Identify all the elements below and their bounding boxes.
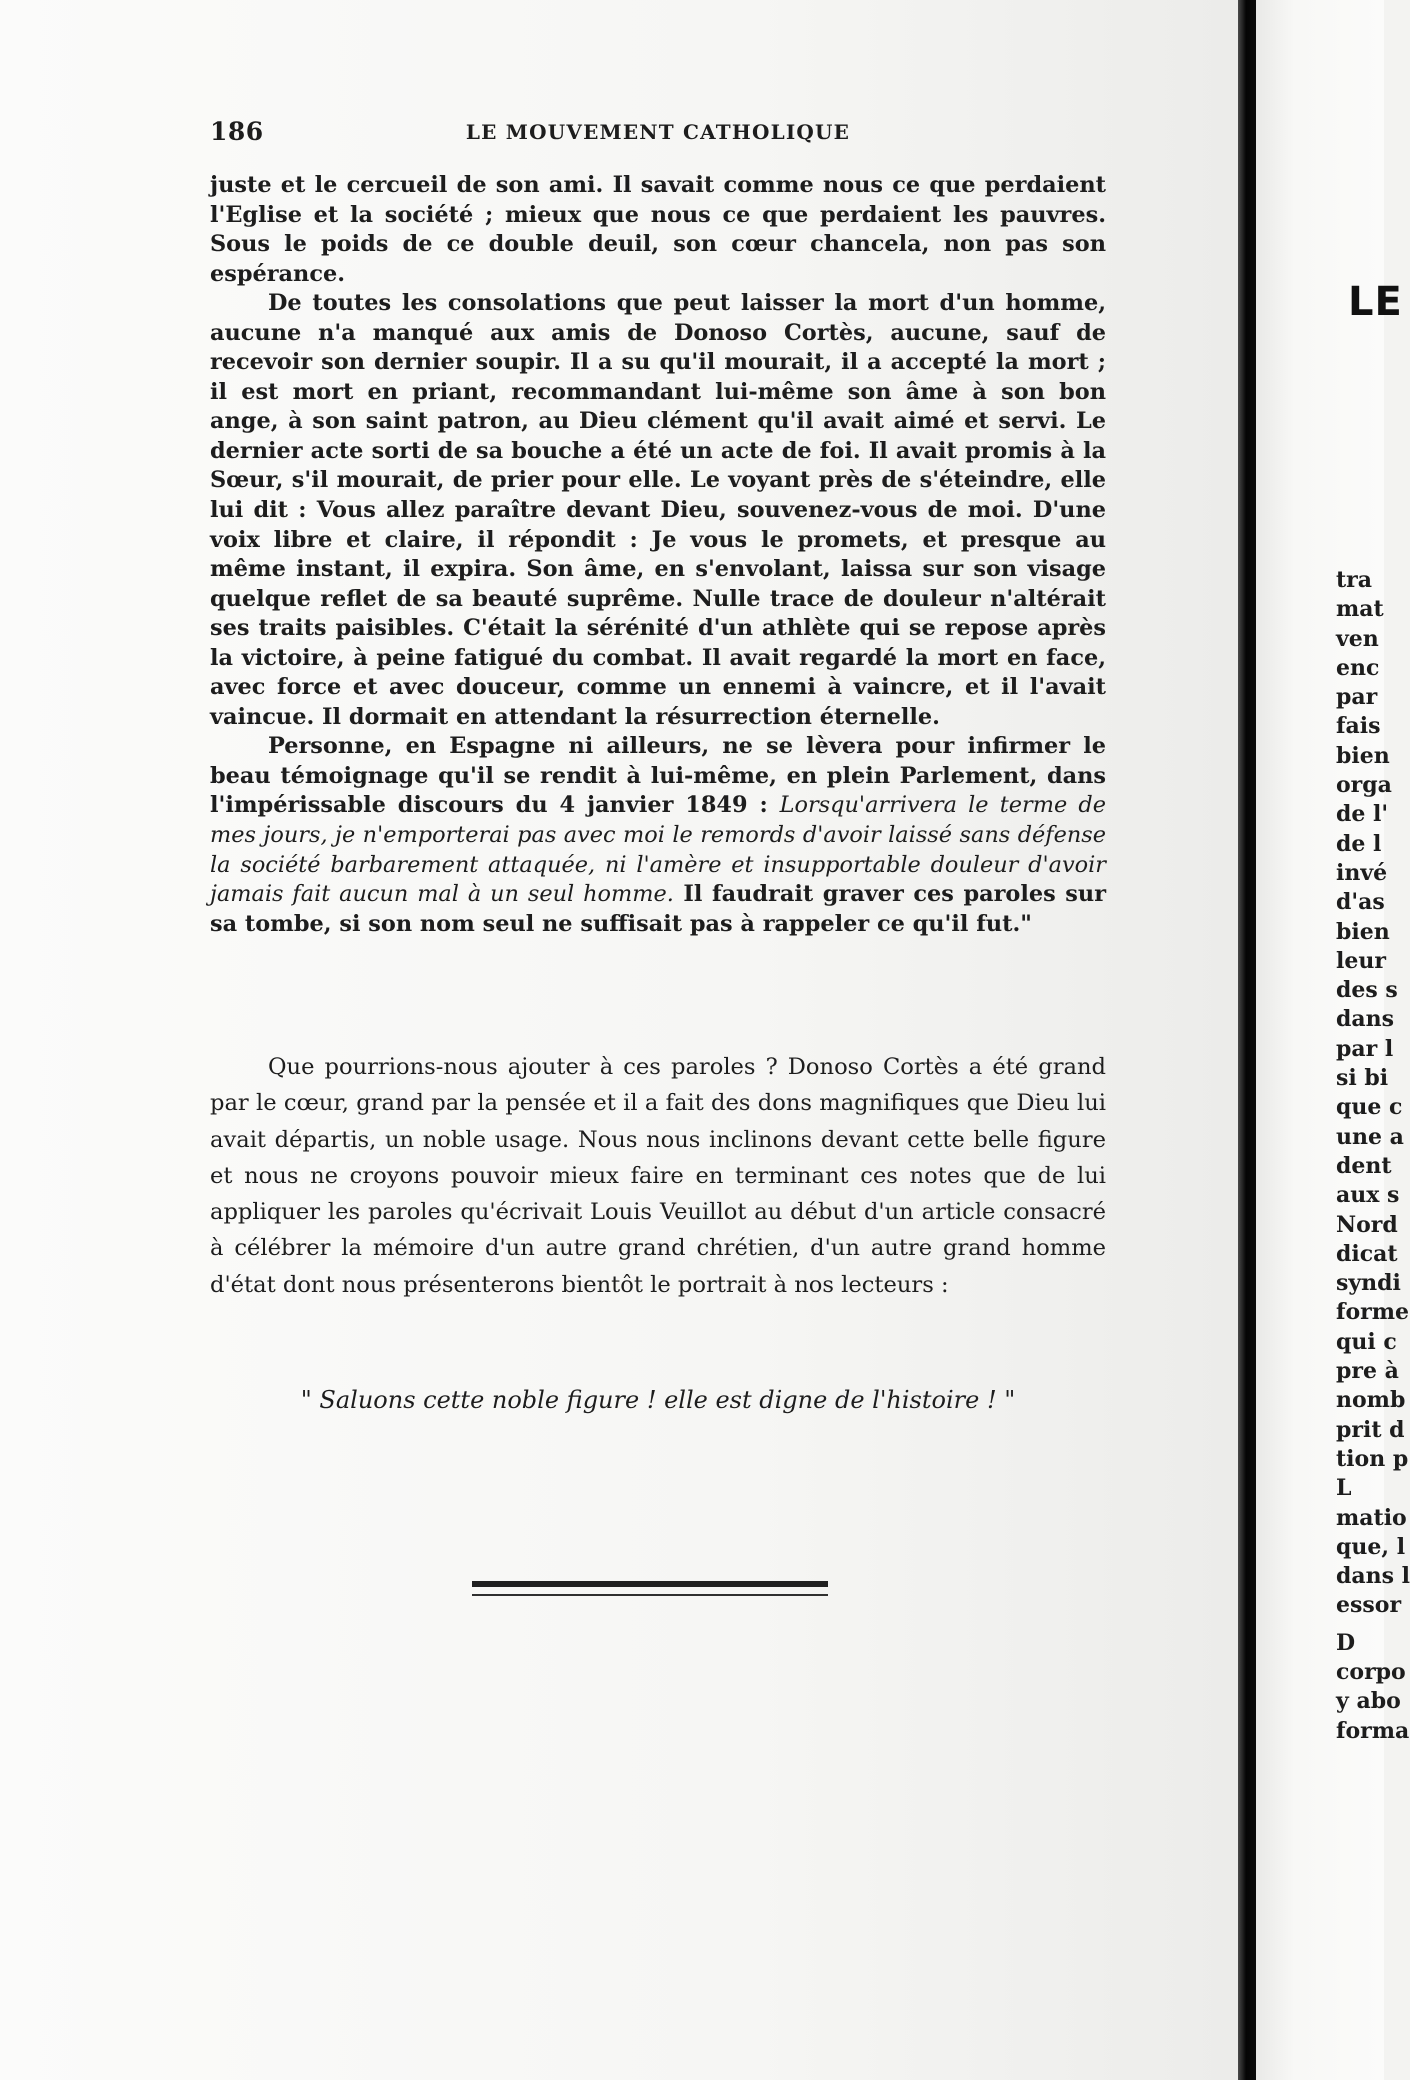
facing-page-line: qui c — [1336, 1328, 1397, 1355]
facing-page-line: aux s — [1336, 1182, 1400, 1209]
closing-text — [210, 1049, 1106, 1303]
facing-page-text — [1336, 566, 1410, 1746]
facing-page-line: des s — [1336, 977, 1398, 1004]
facing-page-line: de l — [1336, 830, 1382, 857]
facing-page-line: forma — [1336, 1717, 1410, 1744]
facing-page-line: leur — [1336, 947, 1386, 974]
facing-page-line: une a — [1336, 1123, 1404, 1150]
facing-page-line: prit d — [1336, 1416, 1405, 1443]
facing-page-line: si bi — [1336, 1065, 1389, 1092]
paragraph-4: Que pourrions-nous ajouter à ces paroles ? Donoso Cortès a été grand par le cœur, grand par la pensée et il a fait des dons magnifiques que Dieu lui avait départis, un noble usage. Nous nous inclinons devant cette belle figure et nous ne croyons pouvoir mieux faire en terminant ces notes que de lui appliquer les paroles qu'écrivait Louis Veuillot au début d'un article consacré à célébrer la mémoire d'un autre grand chrétien, d'un autre grand homme d'état dont nous présenterons bientôt le portrait à nos lecteurs : — [210, 1054, 1106, 1298]
closing-quote: " Saluons cette noble figure ! elle est digne de l'histoire ! " — [300, 1386, 1016, 1414]
facing-page-line: dans — [1336, 1006, 1395, 1033]
facing-page-line: que c — [1336, 1094, 1403, 1121]
page-header — [210, 117, 1106, 147]
facing-page-line: enc — [1336, 654, 1380, 681]
facing-page-line: d'as — [1336, 889, 1385, 916]
facing-page-line: fais — [1336, 713, 1381, 740]
facing-page-line: Nord — [1336, 1211, 1398, 1238]
facing-page-line: essor — [1336, 1592, 1402, 1619]
facing-page-line: nomb — [1336, 1387, 1406, 1414]
facing-page-line: tion p — [1336, 1445, 1409, 1472]
paragraph-2: De toutes les consolations que peut laisser la mort d'un homme, aucune n'a manqué aux amis de Donoso Cortès, aucune, sauf de recevoir son dernier soupir. Il a su qu'il mourait, il a accepté la mort ; il est mort en priant, recommandant lui-même son âme à son bon ange, à son saint patron, au Dieu clément qu'il avait aimé et servi. Le dernier acte sorti de sa bouche a été un acte de foi. Il avait promis à la Sœur, s'il mourait, de prier pour elle. Le voyant près de s'éteindre, elle lui dit : Vous allez paraître devant Dieu, souvenez-vous de moi. D'une voix libre et claire, il répondit : Je vous le promets, et presque au même instant, il expira. Son âme, en s'envolant, laissa sur son visage quelque reflet de sa beauté suprême. Nulle trace de douleur n'altérait ses traits paisibles. C'était la sérénité d'un athlète qui se repose après la victoire, à peine fatigué du combat. Il avait regardé la mort en face, avec force et avec douceur, comme un ennemi à vaincre, et il l'avait vaincue. Il dormait en attendant la résurrection éternelle. — [210, 290, 1106, 730]
facing-page-lines-a — [1336, 566, 1410, 1621]
facing-page-line: par — [1336, 684, 1378, 711]
page-number: 186 — [210, 117, 264, 146]
facing-page-line: ven — [1336, 625, 1379, 652]
facing-page-line: orga — [1336, 772, 1392, 799]
end-rule-thick — [472, 1581, 828, 1587]
facing-page-line: y abo — [1336, 1688, 1401, 1715]
facing-page-line: pre à — [1336, 1358, 1399, 1385]
facing-page-line: syndi — [1336, 1270, 1401, 1297]
end-rule-thin — [472, 1594, 828, 1596]
facing-page-line: dent — [1336, 1152, 1392, 1179]
paragraph-1: juste et le cercueil de son ami. Il savait comme nous ce que perdaient l'Eglise et la société ; mieux que nous ce que perdaient les pauvres. Sous le poids de ce double deuil, son cœur chancela, non pas son espérance. — [210, 172, 1106, 287]
facing-page-line: D — [1336, 1629, 1356, 1656]
paragraph-3 — [210, 732, 1106, 939]
main-text — [210, 171, 1106, 939]
speech-quotation: Lorsqu'arrivera le terme de mes jours, je n'emporterai pas avec moi le remords d'avoir laissé sans défense la société barbarement attaquée, ni l'amère et insupportable douleur d'avoir jamais fait aucun mal à un seul homme. — [210, 792, 1106, 908]
facing-page-line: matio — [1336, 1504, 1407, 1531]
facing-page-line: dicat — [1336, 1240, 1398, 1267]
facing-page-line: forme — [1336, 1299, 1410, 1326]
facing-page-line: de l' — [1336, 801, 1389, 828]
facing-page-line: par l — [1336, 1035, 1394, 1062]
facing-page-lines-b — [1336, 1629, 1410, 1746]
running-title: LE MOUVEMENT CATHOLIQUE — [465, 120, 851, 144]
facing-page-line: bien — [1336, 742, 1390, 769]
facing-page-line: invé — [1336, 859, 1388, 886]
facing-page-heading: LE — [1348, 279, 1403, 325]
facing-page-line: bien — [1336, 918, 1390, 945]
paragraph-3-start: Personne, en Espagne ni ailleurs, ne se lèvera pour infirmer le beau témoignage qu'il se rendit à lui-même, en plein Parlement, dans l'impérissable discours du 4 janvier 1849 : — [210, 733, 1106, 819]
book-gutter — [1238, 0, 1256, 2080]
facing-page-line: corpo — [1336, 1658, 1406, 1685]
facing-page-line: L — [1336, 1475, 1352, 1502]
facing-page-line: dans l — [1336, 1563, 1410, 1590]
paragraph-3-end: Il faudrait graver ces paroles sur sa tombe, si son nom seul ne suffisait pas à rappeler ce qu'il fut." — [210, 881, 1106, 937]
facing-page-line: que, l — [1336, 1533, 1406, 1560]
facing-page-line: mat — [1336, 596, 1384, 623]
facing-page-line: tra — [1336, 567, 1373, 593]
